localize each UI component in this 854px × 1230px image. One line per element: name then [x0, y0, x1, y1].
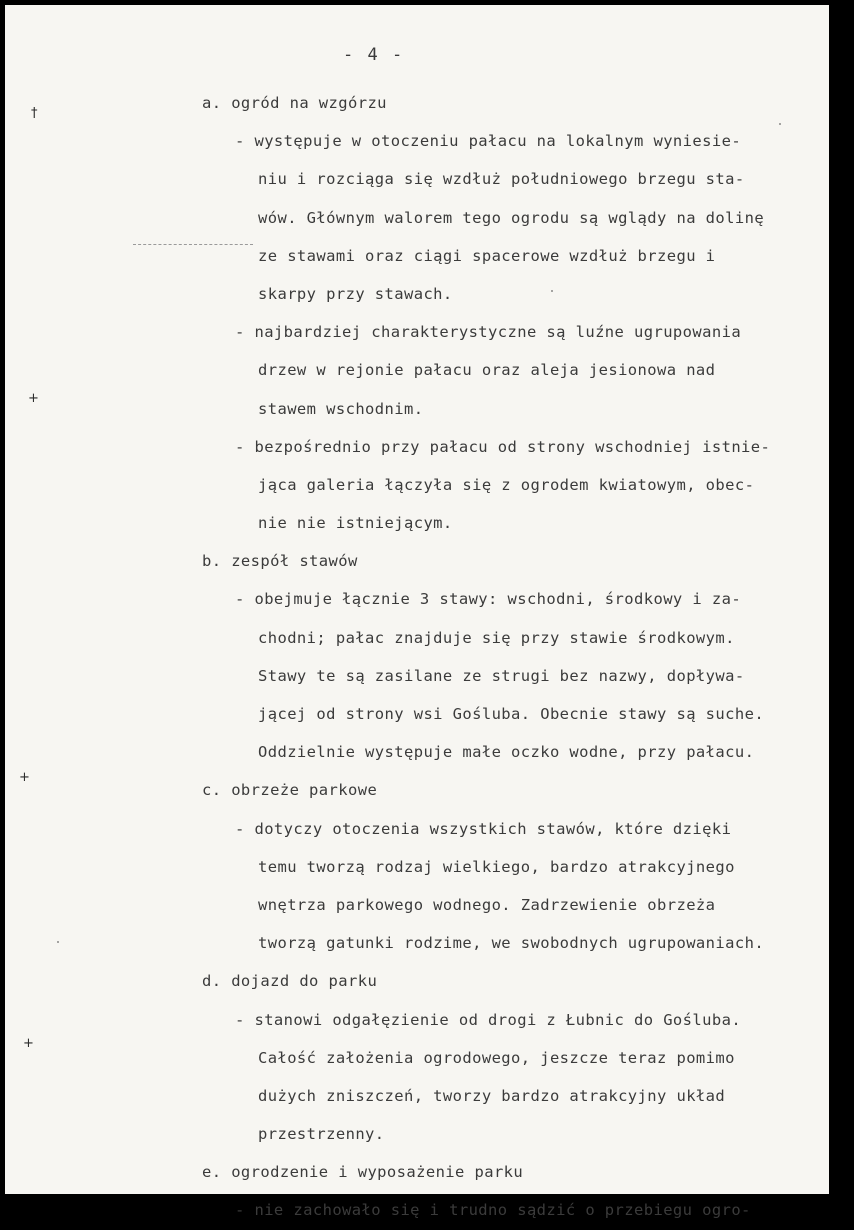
- document-body: [5, 84, 829, 1230]
- text-line: Oddzielnie występuje małe oczko wodne, przy pałacu.: [258, 743, 755, 762]
- bullet-line: - obejmuje łącznie 3 stawy: wschodni, środkowy i za-: [235, 590, 742, 609]
- section-heading: d. dojazd do parku: [202, 972, 378, 991]
- text-line: Stawy te są zasilane ze strugi bez nazwy, dopływa-: [258, 666, 745, 685]
- text-line: jącej od strony wsi Gośluba. Obecnie stawy są suche.: [258, 705, 765, 723]
- text-line: stawem wschodnim.: [258, 399, 424, 418]
- text-line: dużych zniszczeń, tworzy bardzo atrakcyjny układ: [258, 1086, 726, 1105]
- text-line: wnętrza parkowego wodnego. Zadrzewienie obrzeża: [258, 895, 716, 914]
- text-line: ze stawami oraz ciągi spacerowe wzdłuż brzegu i: [258, 246, 716, 265]
- text-line: chodni; pałac znajduje się przy stawie środkowym.: [258, 628, 735, 647]
- margin-mark-1: †: [31, 106, 38, 121]
- text-line: przestrzenny.: [258, 1125, 385, 1144]
- page-number: - 4 -: [343, 45, 405, 65]
- bullet-line: - najbardziej charakterystyczne są luźne ugrupowania: [235, 323, 742, 342]
- section-heading: c. obrzeże parkowe: [202, 781, 378, 800]
- bullet-line: - występuje w otoczeniu pałacu na lokalnym wyniesie-: [235, 132, 742, 151]
- section-heading: e. ogrodzenie i wyposażenie parku: [202, 1163, 524, 1182]
- section-heading: a. ogród na wzgórzu: [202, 94, 387, 112]
- text-line: skarpy przy stawach.: [258, 284, 453, 303]
- text-line: Całość założenia ogrodowego, jeszcze teraz pomimo: [258, 1048, 735, 1067]
- text-line: tworzą gatunki rodzime, we swobodnych ugrupowaniach.: [258, 934, 765, 953]
- text-line: jąca galeria łączyła się z ogrodem kwiatowym, obec-: [258, 475, 755, 494]
- document-page: [5, 5, 829, 1220]
- bullet-line: - stanowi odgałęzienie od drogi z Łubnic do Gośluba.: [235, 1010, 742, 1029]
- margin-mark-3: +: [19, 770, 30, 785]
- bullet-line: - bezpośrednio przy pałacu od strony wschodniej istnie-: [235, 437, 771, 456]
- margin-mark-4: +: [23, 1036, 34, 1051]
- margin-mark-2: +: [28, 391, 39, 406]
- text-line: temu tworzą rodzaj wielkiego, bardzo atrakcyjnego: [258, 857, 735, 876]
- text-line: nie nie istniejącym.: [258, 514, 453, 533]
- bullet-line: - dotyczy otoczenia wszystkich stawów, które dzięki: [235, 819, 732, 838]
- bullet-line: - nie zachowało się i trudno sądzić o przebiegu ogro-: [235, 1201, 751, 1220]
- text-line: wów. Głównym walorem tego ogrodu są wglądy na dolinę: [258, 208, 765, 227]
- section-heading: b. zespół stawów: [202, 552, 358, 571]
- text-line: drzew w rejonie pałacu oraz aleja jesionowa nad: [258, 361, 716, 380]
- text-line: niu i rozciąga się wzdłuż południowego brzegu sta-: [258, 170, 745, 189]
